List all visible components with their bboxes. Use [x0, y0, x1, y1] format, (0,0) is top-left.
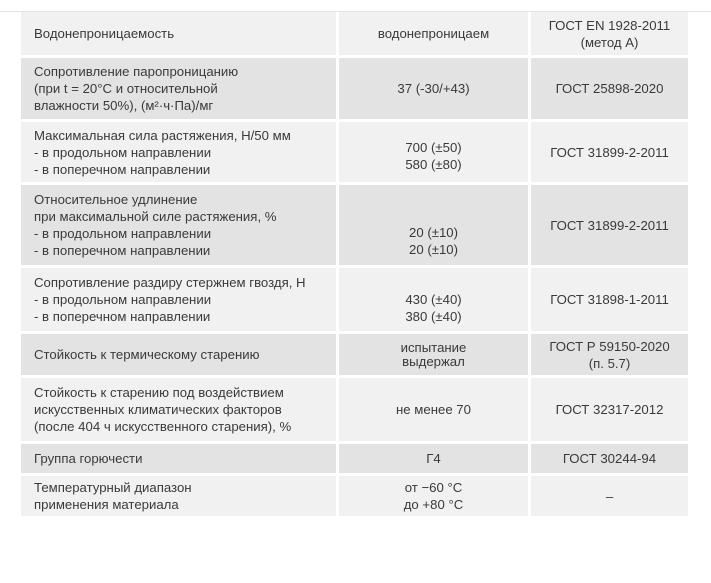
table-row [21, 378, 688, 444]
specifications-table [21, 12, 688, 519]
standard-cell [531, 378, 688, 444]
value-cell [339, 58, 531, 122]
standard-cell [531, 12, 688, 58]
parameter-text: - в продольном направлении [34, 144, 212, 160]
parameter-text: применения материала [34, 497, 179, 512]
parameter-text: Сопротивление раздиру стержнем гвоздя, Н [34, 275, 306, 290]
parameter-cell [21, 58, 339, 122]
standard-text: ГОСТ Р 59150-2020 [549, 338, 670, 354]
parameter-text: Водонепроницаемость [34, 26, 175, 41]
value-text: водонепроницаем [377, 26, 490, 41]
table-row [21, 12, 688, 58]
parameter-cell [21, 122, 339, 185]
value-text: не менее 70 [396, 402, 471, 417]
standard-cell [531, 334, 688, 378]
table-row [21, 122, 688, 185]
parameter-text: Температурный диапазон [34, 480, 192, 495]
table-row [21, 58, 688, 122]
standard-text: ГОСТ 31899-2-2011 [550, 144, 669, 160]
value-text: испытание [400, 339, 467, 355]
value-cell [339, 334, 531, 378]
table-row [21, 334, 688, 378]
parameter-cell [21, 185, 339, 268]
standard-cell [531, 58, 688, 122]
parameter-text: - в продольном направлении [34, 292, 212, 307]
value-cell [339, 444, 531, 476]
parameter-text: при максимальной силе растяжения, % [34, 209, 277, 224]
parameter-text: Стойкость к старению под воздействием [34, 385, 284, 400]
table-row [21, 268, 688, 334]
value-cell [339, 378, 531, 444]
parameter-text: влажности 50%), (м²·ч·Па)/мг [34, 98, 214, 113]
value-text: 380 (±40) [405, 309, 462, 324]
standard-note: (метод А) [580, 34, 639, 50]
parameter-cell [21, 334, 339, 378]
value-text: до +80 °С [403, 497, 464, 512]
table-row [21, 444, 688, 476]
parameter-text: (после 404 ч искусственного старения), % [34, 419, 292, 434]
parameter-cell [21, 444, 339, 476]
standard-text: ГОСТ EN 1928-2011 [548, 17, 671, 33]
standard-cell [531, 444, 688, 476]
standard-text: ГОСТ 31898-1-2011 [550, 292, 669, 307]
parameter-text: Относительное удлинение [34, 192, 198, 207]
standard-text: ГОСТ 31899-2-2011 [550, 217, 669, 233]
parameter-text: - в поперечном направлении [34, 243, 211, 258]
parameter-text: (при t = 20°C и относительной [34, 81, 218, 96]
standard-note: (п. 5.7) [588, 355, 631, 371]
standard-text: ГОСТ 25898-2020 [555, 81, 664, 96]
table-row [21, 476, 688, 519]
value-cell [339, 122, 531, 185]
value-cell [339, 268, 531, 334]
value-text: 700 (±50) [405, 140, 462, 155]
parameter-text: искусственных климатических факторов [34, 402, 282, 417]
parameter-text: Максимальная сила растяжения, Н/50 мм [34, 127, 291, 143]
value-cell [339, 12, 531, 58]
value-text: 20 (±10) [408, 225, 459, 240]
value-text: выдержал [402, 353, 465, 369]
parameter-text: - в поперечном направлении [34, 309, 211, 324]
table-row [21, 185, 688, 268]
value-cell [339, 476, 531, 519]
standard-text: – [605, 488, 614, 504]
parameter-text: Сопротивление паропроницанию [34, 64, 239, 79]
parameter-cell [21, 378, 339, 444]
standard-text: ГОСТ 32317-2012 [555, 402, 664, 417]
parameter-text: Группа горючести [34, 451, 143, 466]
standard-cell [531, 185, 688, 268]
parameter-cell [21, 12, 339, 58]
value-text: 37 (-30/+43) [397, 81, 470, 96]
value-text: 580 (±80) [405, 157, 462, 172]
parameter-text: Стойкость к термическому старению [34, 347, 260, 362]
parameter-text: - в продольном направлении [34, 226, 212, 241]
value-text: Г4 [426, 451, 441, 466]
parameter-cell [21, 476, 339, 519]
value-text: от −60 °С [404, 480, 463, 495]
value-text: 20 (±10) [408, 242, 459, 257]
parameter-cell [21, 268, 339, 334]
standard-text: ГОСТ 30244-94 [562, 451, 657, 466]
value-text: 430 (±40) [405, 292, 462, 307]
standard-cell [531, 122, 688, 185]
parameter-text: - в поперечном направлении [34, 161, 211, 177]
value-cell [339, 185, 531, 268]
standard-cell [531, 476, 688, 519]
standard-cell [531, 268, 688, 334]
